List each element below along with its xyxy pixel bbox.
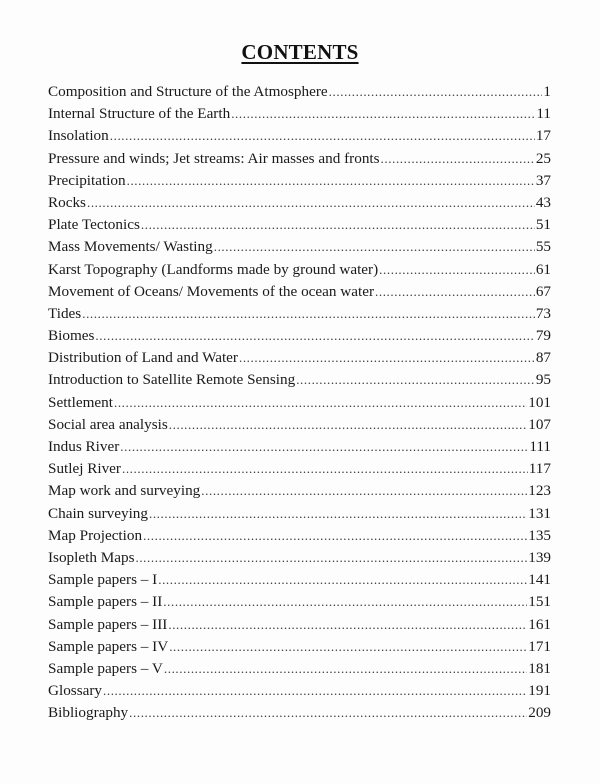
toc-entry-title: Bibliography <box>48 704 129 722</box>
dot-leader <box>122 458 528 480</box>
table-of-contents <box>48 81 551 724</box>
dot-leader <box>135 547 527 569</box>
toc-entry-title: Social area analysis <box>48 415 168 433</box>
toc-entry[interactable] <box>48 259 551 281</box>
toc-entry-page-number: 61 <box>535 260 551 278</box>
toc-entry-page-number: 117 <box>528 460 551 478</box>
dot-leader <box>95 325 534 347</box>
dot-leader <box>164 658 527 680</box>
toc-entry-title: Sample papers – III <box>48 615 168 633</box>
toc-entry[interactable] <box>48 680 551 702</box>
dot-leader <box>381 148 535 170</box>
toc-entry-title: Map work and surveying <box>48 482 201 500</box>
toc-entry[interactable] <box>48 170 551 192</box>
toc-entry[interactable] <box>48 347 551 369</box>
toc-entry-page-number: 43 <box>535 193 551 211</box>
contents-heading <box>0 40 600 65</box>
dot-leader <box>163 591 527 613</box>
dot-leader <box>169 414 527 436</box>
toc-entry-title: Mass Movements/ Wasting <box>48 238 213 256</box>
toc-entry[interactable] <box>48 569 551 591</box>
toc-entry-page-number: 11 <box>536 105 551 123</box>
toc-entry-page-number: 79 <box>535 327 551 345</box>
toc-entry[interactable] <box>48 658 551 680</box>
dot-leader <box>114 392 527 414</box>
toc-entry-title: Distribution of Land and Water <box>48 349 238 367</box>
toc-entry-page-number: 171 <box>528 637 551 655</box>
dot-leader <box>110 125 535 147</box>
toc-entry-page-number: 51 <box>535 216 551 234</box>
toc-entry-title: Karst Topography (Landforms made by ground water) <box>48 260 379 278</box>
toc-entry-page-number: 25 <box>535 149 551 167</box>
toc-entry-title: Sample papers – II <box>48 593 163 611</box>
toc-entry-page-number: 131 <box>528 504 551 522</box>
toc-entry[interactable] <box>48 525 551 547</box>
toc-entry[interactable] <box>48 503 551 525</box>
toc-entry-page-number: 55 <box>535 238 551 256</box>
toc-entry-title: Chain surveying <box>48 504 148 522</box>
toc-entry-title: Pressure and winds; Jet streams: Air masses and fronts <box>48 149 380 167</box>
contents-heading-text: CONTENTS <box>241 40 359 64</box>
toc-entry-title: Insolation <box>48 127 109 145</box>
toc-entry-page-number: 87 <box>535 349 551 367</box>
dot-leader <box>129 702 527 724</box>
toc-entry-page-number: 161 <box>528 615 551 633</box>
toc-entry-title: Tides <box>48 304 82 322</box>
dot-leader <box>214 236 535 258</box>
toc-entry-page-number: 101 <box>528 393 551 411</box>
toc-entry[interactable] <box>48 480 551 502</box>
toc-entry-title: Settlement <box>48 393 113 411</box>
toc-entry-page-number: 73 <box>535 304 551 322</box>
toc-entry-page-number: 181 <box>528 659 551 677</box>
toc-entry[interactable] <box>48 591 551 613</box>
toc-entry-title: Indus River <box>48 438 120 455</box>
toc-entry-page-number: 135 <box>528 526 551 544</box>
toc-entry-page-number: 95 <box>535 371 551 389</box>
toc-entry[interactable] <box>48 125 551 147</box>
toc-entry-title: Isopleth Maps <box>48 548 135 566</box>
dot-leader <box>375 281 535 303</box>
toc-entry-title: Precipitation <box>48 171 126 189</box>
toc-entry-title: Plate Tectonics <box>48 216 140 234</box>
dot-leader <box>158 569 527 591</box>
toc-entry[interactable] <box>48 236 551 258</box>
dot-leader <box>296 369 535 391</box>
toc-entry-page-number: 67 <box>535 282 551 300</box>
dot-leader <box>103 680 527 702</box>
toc-entry[interactable] <box>48 369 551 391</box>
toc-entry-page-number: 123 <box>528 482 551 500</box>
toc-entry-title: Rocks <box>48 193 86 211</box>
toc-entry[interactable] <box>48 214 551 236</box>
toc-entry-title: Introduction to Satellite Remote Sensing <box>48 371 296 389</box>
toc-entry[interactable] <box>48 636 551 658</box>
toc-entry[interactable] <box>48 614 551 636</box>
toc-entry-page-number: 37 <box>535 171 551 189</box>
dot-leader <box>379 259 535 281</box>
dot-leader <box>329 81 543 103</box>
toc-entry-title: Internal Structure of the Earth <box>48 105 231 123</box>
dot-leader <box>127 170 535 192</box>
toc-entry-title: Sutlej River <box>48 460 121 478</box>
dot-leader <box>120 436 528 458</box>
toc-entry[interactable] <box>48 303 551 325</box>
toc-entry-page-number: 111 <box>529 438 551 455</box>
dot-leader <box>168 614 527 636</box>
dot-leader <box>201 480 527 502</box>
toc-entry[interactable] <box>48 392 551 414</box>
toc-entry-title: Composition and Structure of the Atmosphere <box>48 83 328 100</box>
dot-leader <box>239 347 535 369</box>
toc-entry[interactable] <box>48 103 551 125</box>
toc-entry[interactable] <box>48 325 551 347</box>
toc-entry-page-number: 139 <box>528 548 551 566</box>
toc-entry[interactable] <box>48 148 551 170</box>
toc-entry-title: Sample papers – I <box>48 571 158 589</box>
toc-entry[interactable] <box>48 281 551 303</box>
toc-entry-title: Sample papers – V <box>48 659 163 677</box>
toc-entry-title: Sample papers – IV <box>48 637 169 655</box>
dot-leader <box>231 103 535 125</box>
toc-entry-page-number: 17 <box>535 127 551 145</box>
toc-entry-page-number: 151 <box>528 593 551 611</box>
toc-entry[interactable] <box>48 81 551 103</box>
toc-entry-title: Movement of Oceans/ Movements of the ocean water <box>48 282 374 300</box>
toc-entry-page-number: 1 <box>543 83 551 100</box>
dot-leader <box>87 192 535 214</box>
toc-entry-title: Glossary <box>48 682 102 700</box>
dot-leader <box>169 636 527 658</box>
toc-entry-page-number: 191 <box>528 682 551 700</box>
dot-leader <box>82 303 535 325</box>
dot-leader <box>143 525 527 547</box>
dot-leader <box>149 503 527 525</box>
toc-entry[interactable] <box>48 702 551 724</box>
dot-leader <box>141 214 535 236</box>
toc-entry-title: Biomes <box>48 327 95 345</box>
toc-entry[interactable] <box>48 458 551 480</box>
toc-entry-page-number: 107 <box>528 415 551 433</box>
toc-entry[interactable] <box>48 414 551 436</box>
toc-entry[interactable] <box>48 192 551 214</box>
toc-entry[interactable] <box>48 436 551 458</box>
toc-entry-page-number: 209 <box>528 704 551 722</box>
toc-entry[interactable] <box>48 547 551 569</box>
toc-entry-title: Map Projection <box>48 526 143 544</box>
toc-entry-page-number: 141 <box>528 571 551 589</box>
